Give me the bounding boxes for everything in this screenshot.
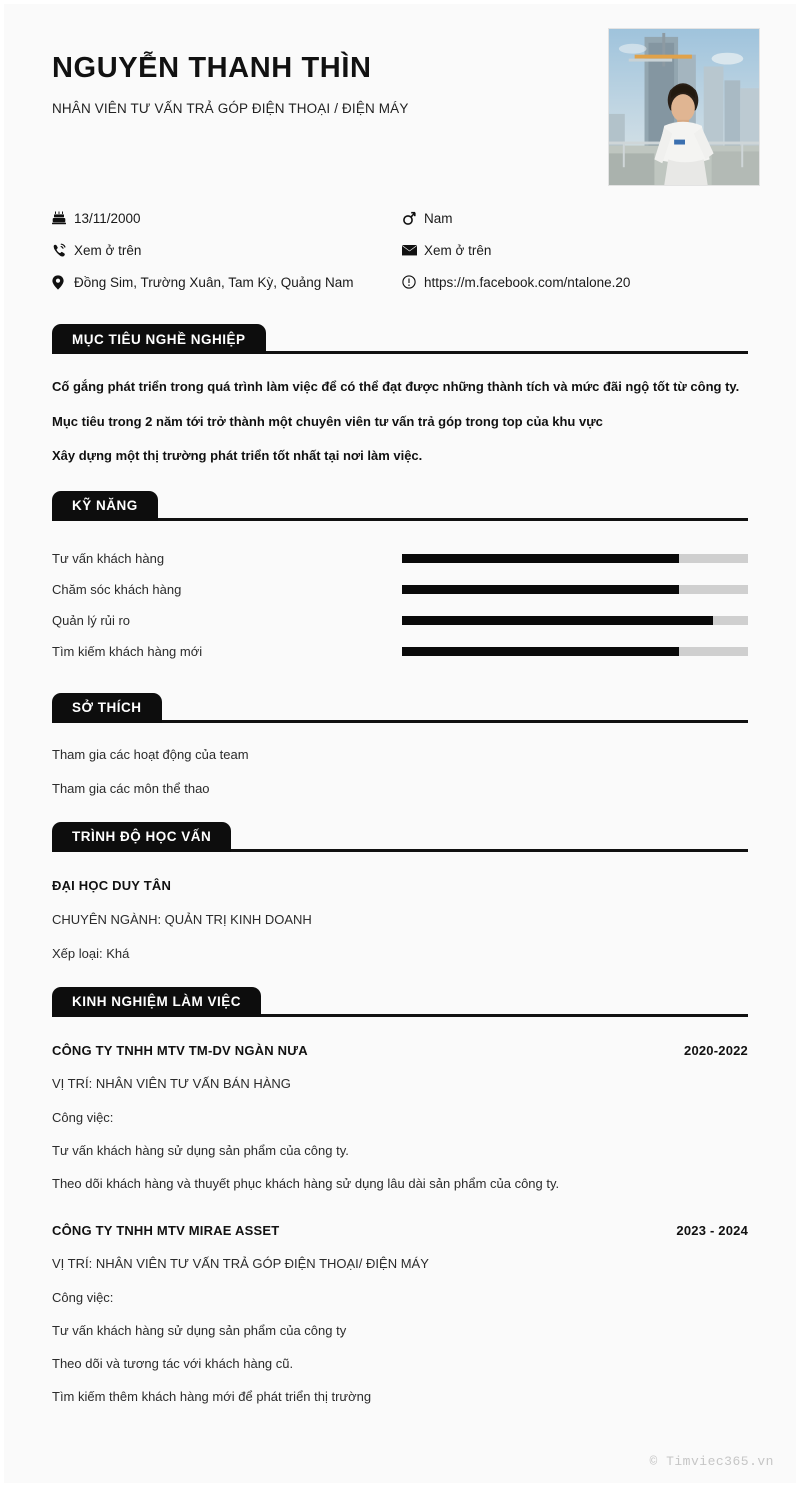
contact-gender-value: Nam [424, 210, 453, 226]
experience-position: VỊ TRÍ: NHÂN VIÊN TƯ VẤN BÁN HÀNG [52, 1075, 291, 1091]
contact-birthday [52, 202, 402, 234]
section-experience [4, 987, 796, 1404]
cv-page [4, 4, 796, 1483]
skill-row [52, 543, 748, 574]
hobby-item: Tham gia các môn thể thao [52, 780, 210, 796]
experience-company: CÔNG TY TNHH MTV TM-DV NGÀN NƯA [52, 1042, 308, 1058]
section-skills-title: KỸ NĂNG [52, 491, 158, 521]
section-skills [4, 491, 796, 667]
location-pin-icon [52, 275, 74, 290]
skill-row [52, 574, 748, 605]
experience-task: Theo dõi khách hàng và thuyết phục khách hàng sử dụng lâu dài sản phẩm của công ty. [52, 1175, 560, 1191]
skill-row [52, 636, 748, 667]
hobby-item: Tham gia các hoạt động của team [52, 746, 249, 762]
contact-address [52, 266, 402, 298]
contact-address-value: Đồng Sim, Trường Xuân, Tam Kỳ, Quảng Nam [74, 274, 354, 290]
experience-entry-header [52, 1043, 748, 1058]
section-education-title: TRÌNH ĐỘ HỌC VẤN [52, 822, 231, 852]
cake-icon [52, 211, 74, 225]
phone-icon [52, 243, 74, 257]
section-objective-header [52, 324, 748, 354]
experience-entry [52, 1043, 748, 1191]
education-school: ĐẠI HỌC DUY TÂN [52, 877, 172, 893]
experience-entry [52, 1223, 748, 1404]
skill-progress-bar [402, 616, 748, 625]
contact-gender [402, 202, 748, 234]
contact-phone-value: Xem ở trên [74, 242, 142, 258]
contact-birthday-value: 13/11/2000 [74, 210, 141, 226]
skills-list [52, 543, 748, 667]
section-hobbies-title: SỞ THÍCH [52, 693, 162, 723]
objective-line: Cố gắng phát triển trong quá trình làm việc để có thể đạt được những thành tích và mức đãi ngộ tốt từ công ty. [52, 379, 740, 394]
contact-phone [52, 234, 402, 266]
contact-info [4, 202, 796, 298]
skill-progress-fill [402, 616, 713, 625]
skill-progress-fill [402, 554, 679, 563]
experience-position: VỊ TRÍ: NHÂN VIÊN TƯ VẤN TRẢ GÓP ĐIỆN THOẠI/ ĐIỆN MÁY [52, 1255, 429, 1271]
experience-tasks-label: Công việc: [52, 1109, 114, 1125]
section-education-header [52, 822, 748, 852]
cv-header [4, 4, 796, 194]
section-skills-header [52, 491, 748, 521]
footer-watermark: © Timviec365.vn [649, 1454, 774, 1469]
experience-task: Tìm kiếm thêm khách hàng mới để phát triển thị trường [52, 1388, 372, 1404]
experience-task: Theo dõi và tương tác với khách hàng cũ. [52, 1355, 294, 1371]
section-hobbies [4, 693, 796, 796]
experience-company: CÔNG TY TNHH MTV MIRAE ASSET [52, 1222, 280, 1238]
experience-tasks-label: Công việc: [52, 1289, 114, 1305]
skill-row [52, 605, 748, 636]
info-circle-icon [402, 275, 424, 289]
profile-job-title: NHÂN VIÊN TƯ VẤN TRẢ GÓP ĐIỆN THOẠI / ĐIỆN MÁY [52, 101, 409, 117]
skill-label: Tư vấn khách hàng [52, 550, 165, 566]
skill-progress-bar [402, 554, 748, 563]
education-major: CHUYÊN NGÀNH: QUẢN TRỊ KINH DOANH [52, 911, 312, 927]
envelope-icon [402, 245, 424, 256]
portrait-photo-icon [609, 29, 759, 185]
education-grade: Xếp loại: Khá [52, 945, 130, 961]
skill-progress-bar [402, 585, 748, 594]
section-experience-header [52, 987, 748, 1017]
skill-progress-fill [402, 647, 679, 656]
skill-progress-bar [402, 647, 748, 656]
section-experience-title: KINH NGHIỆM LÀM VIỆC [52, 987, 261, 1017]
objective-line: Xây dựng một thị trường phát triển tốt nhất tại nơi làm việc. [52, 448, 423, 464]
experience-period: 2023 - 2024 [676, 1222, 748, 1238]
experience-task: Tư vấn khách hàng sử dụng sản phẩm của công ty. [52, 1142, 349, 1158]
contact-facebook-value[interactable]: https://m.facebook.com/ntalone.20 [424, 274, 631, 290]
section-hobbies-header [52, 693, 748, 723]
experience-task: Tư vấn khách hàng sử dụng sản phẩm của công ty [52, 1322, 347, 1338]
skill-progress-fill [402, 585, 679, 594]
section-objective [4, 324, 796, 465]
avatar [608, 28, 760, 186]
page-title: NGUYỄN THANH THÌN [52, 52, 372, 84]
contact-facebook[interactable] [402, 266, 748, 298]
skill-label: Tìm kiếm khách hàng mới [52, 643, 203, 659]
section-education [4, 822, 796, 961]
skill-label: Chăm sóc khách hàng [52, 581, 182, 597]
experience-entry-header [52, 1223, 748, 1238]
objective-line: Mục tiêu trong 2 năm tới trở thành một chuyên viên tư vấn trả góp trong top của khu vực [52, 413, 603, 429]
contact-email-value: Xem ở trên [424, 242, 492, 258]
skill-label: Quản lý rủi ro [52, 612, 131, 628]
contact-email [402, 234, 748, 266]
experience-period: 2020-2022 [684, 1042, 748, 1058]
gender-male-icon [402, 211, 424, 226]
section-objective-title: MỤC TIÊU NGHỀ NGHIỆP [52, 324, 266, 354]
